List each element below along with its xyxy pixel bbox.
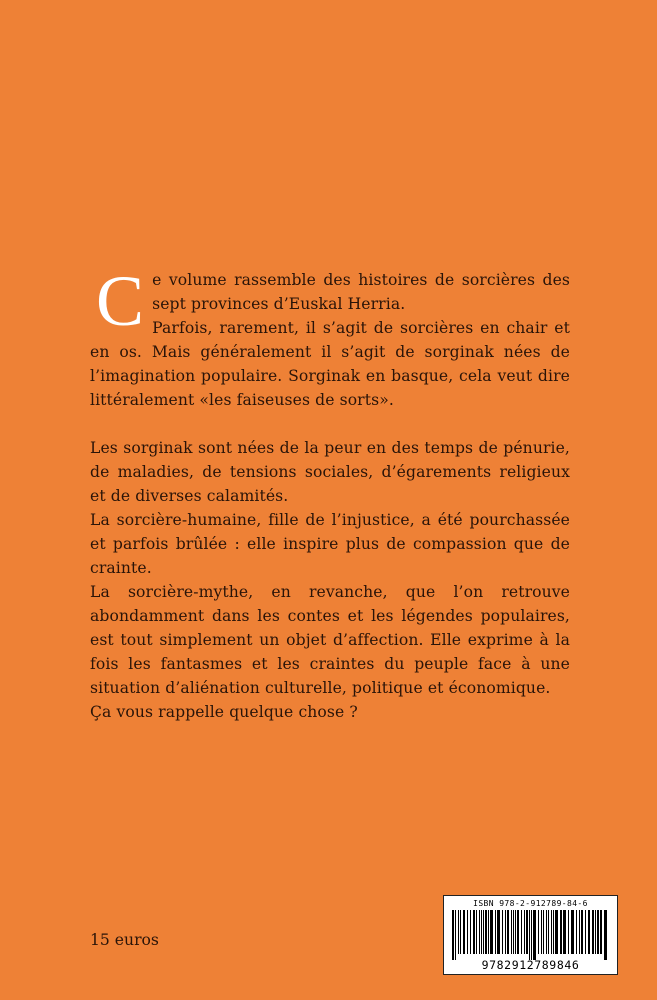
barcode-bar xyxy=(476,910,477,954)
barcode-bar xyxy=(533,910,536,960)
barcode-bar xyxy=(485,910,487,954)
barcode-bar xyxy=(479,910,480,954)
barcode-bar xyxy=(507,910,509,954)
barcode-bar xyxy=(473,910,475,954)
barcode-bar xyxy=(526,910,528,954)
barcode-bar xyxy=(553,910,554,954)
barcode-bar xyxy=(531,910,532,960)
barcode-bar xyxy=(488,910,489,954)
body-paragraph-4: Ça vous rappelle quelque chose ? xyxy=(90,703,358,721)
barcode-bar xyxy=(524,910,525,954)
barcode-bar xyxy=(529,910,530,960)
barcode-bar xyxy=(470,910,471,954)
barcode-bar xyxy=(515,910,516,954)
barcode-bar xyxy=(595,910,596,954)
barcode-bar xyxy=(467,910,468,954)
isbn-barcode xyxy=(443,895,618,975)
barcode-bar xyxy=(592,910,594,954)
body-paragraph-1: Les sorginak sont nées de la peur en des temps de pénurie, de maladies, de tensions sociales, d’égarements religieux et de diverses calamités. xyxy=(90,439,570,505)
barcode-bar xyxy=(555,910,558,954)
barcode-bar xyxy=(452,910,454,960)
barcode-bar xyxy=(495,910,496,954)
barcode-bar xyxy=(546,910,547,954)
price-label: 15 euros xyxy=(90,931,159,949)
barcode-bar xyxy=(497,910,500,954)
barcode-bars xyxy=(450,910,613,960)
intro-second-paragraph: Parfois, rarement, il s’agit de sorcières en chair et en os. Mais généralement il s’agit de sorginak nées de l’imagination populaire. Sorginak en basque, cela veut dire littéralement «les faiseuses de sorts». xyxy=(90,319,570,409)
barcode-bar xyxy=(571,910,574,954)
barcode-bar xyxy=(576,910,577,954)
barcode-bar xyxy=(604,910,607,960)
barcode-bar xyxy=(505,910,506,954)
barcode-bar xyxy=(460,910,461,954)
barcode-bar xyxy=(551,910,552,954)
intro-paragraph xyxy=(90,261,570,412)
barcode-bar xyxy=(538,910,539,954)
barcode-bar xyxy=(481,910,482,954)
barcode-bar xyxy=(458,910,459,954)
barcode-bar xyxy=(563,910,566,954)
barcode-bar xyxy=(463,910,465,954)
barcode-bar xyxy=(511,910,512,954)
barcode-bar xyxy=(548,910,549,954)
barcode-bar xyxy=(579,910,580,954)
intro-first-paragraph: e volume rassemble des histoires de sorcières des sept provinces d’Euskal Herria. xyxy=(152,271,570,313)
barcode-bar xyxy=(585,910,586,954)
body-paragraph-3: La sorcière-mythe, en revanche, que l’on retrouve abondamment dans les contes et les légendes populaires, est tout simplement un objet d’affection. Elle exprime à la fois les fantasmes et les craintes du peuple face à une situation d’aliénation culturelle, politique et économique. xyxy=(90,583,570,697)
barcode-bar xyxy=(581,910,583,954)
barcode-bar xyxy=(588,910,590,954)
barcode-bar xyxy=(560,910,562,954)
barcode-bar xyxy=(517,910,519,954)
body-paragraph-2: La sorcière-humaine, fille de l’injustice, a été pourchassée et parfois brûlée : elle inspire plus de compassion que de crainte. xyxy=(90,511,570,577)
barcode-bar xyxy=(455,910,456,960)
barcode-bar xyxy=(483,910,484,954)
barcode-bar xyxy=(568,910,569,954)
barcode-bar xyxy=(600,910,602,954)
barcode-bar xyxy=(490,910,493,954)
barcode-bar xyxy=(597,910,599,954)
isbn-label: ISBN 978-2-912789-84-6 xyxy=(473,899,588,908)
drop-cap: C xyxy=(96,261,145,341)
barcode-bar xyxy=(541,910,542,954)
back-cover-text xyxy=(90,261,570,724)
barcode-digits: 9782912789846 xyxy=(481,958,580,972)
barcode-bar xyxy=(521,910,522,954)
barcode-bar xyxy=(513,910,514,954)
barcode-bar xyxy=(502,910,503,954)
barcode-bar xyxy=(543,910,544,954)
